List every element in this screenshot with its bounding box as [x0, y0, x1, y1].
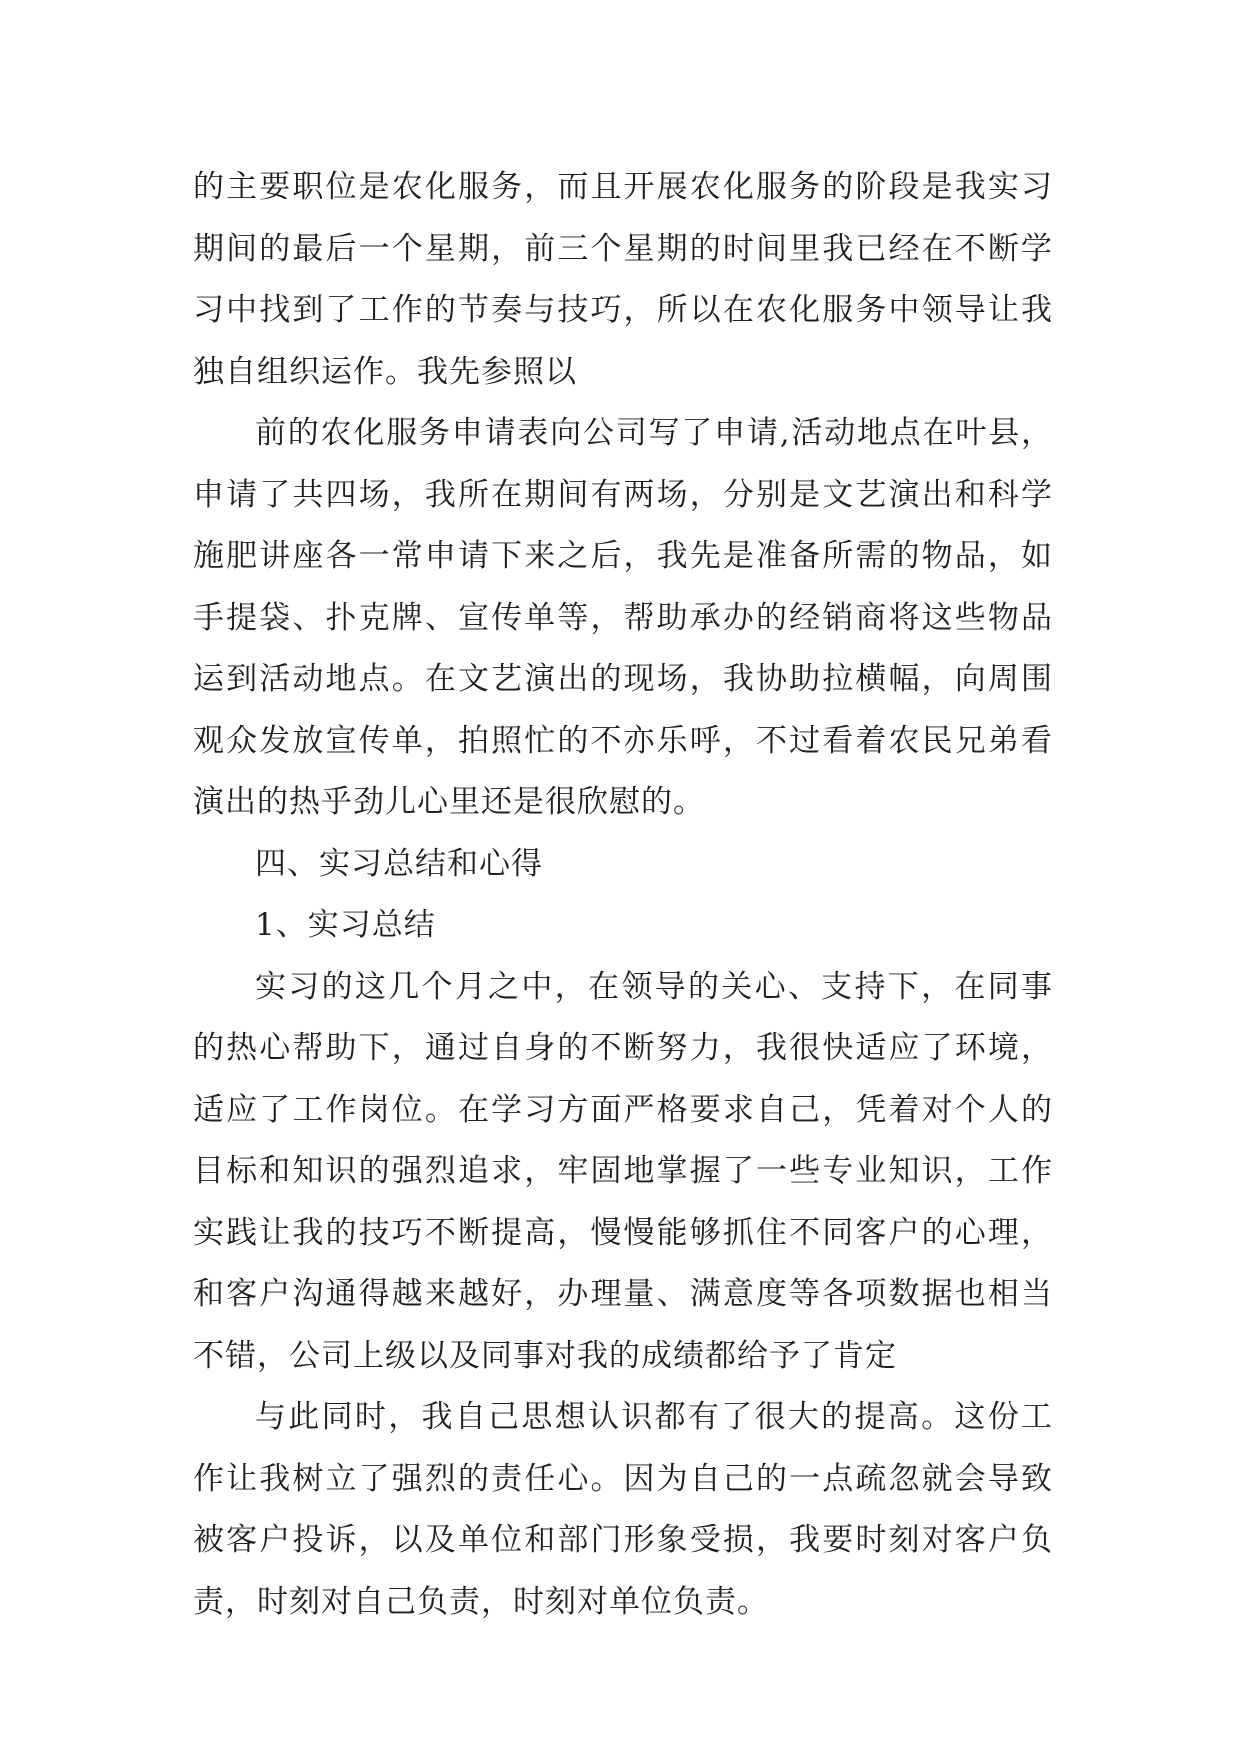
text-line: 习中找到了工作的节奏与技巧，所以在农化服务中领导让我 — [193, 292, 1053, 328]
paragraph-3 — [193, 957, 1053, 1388]
text-line: 责，时刻对自己负责，时刻对单位负责。 — [193, 1583, 769, 1620]
paragraph-1 — [193, 157, 1053, 403]
paragraph-2 — [193, 403, 1053, 834]
text-line: 施肥讲座各一常申请下来之后，我先是准备所需的物品，如 — [193, 538, 1053, 574]
text-line: 的主要职位是农化服务，而且开展农化服务的阶段是我实习 — [193, 169, 1053, 205]
text-line: 被客户投诉，以及单位和部门形象受损，我要时刻对客户负 — [193, 1522, 1053, 1558]
text-line: 申请了共四场，我所在期间有两场，分别是文艺演出和科学 — [193, 476, 1053, 513]
paragraph-4 — [193, 1387, 1053, 1633]
text-line: 作让我树立了强烈的责任心。因为自己的一点疏忽就会导致 — [193, 1460, 1053, 1497]
subsection-heading — [193, 895, 1053, 957]
text-line: 前的农化服务申请表向公司写了申请,活动地点在叶县， — [255, 415, 1053, 451]
text-line: 独自组织运作。我先参照以 — [193, 353, 577, 390]
text-line: 观众发放宣传单，拍照忙的不亦乐呼，不过看着农民兄弟看 — [193, 722, 1053, 759]
text-line: 1、实习总结 — [255, 907, 436, 943]
text-line: 运到活动地点。在文艺演出的现场，我协助拉横幅，向周围 — [193, 661, 1053, 697]
section-heading — [193, 834, 1053, 896]
text-line: 期间的最后一个星期，前三个星期的时间里我已经在不断学 — [193, 230, 1053, 267]
text-line: 四、实习总结和心得 — [255, 845, 543, 882]
text-line: 与此同时，我自己思想认识都有了很大的提高。这份工 — [255, 1399, 1053, 1435]
text-line: 适应了工作岗位。在学习方面严格要求自己，凭着对个人的 — [193, 1091, 1053, 1128]
text-line: 不错，公司上级以及同事对我的成绩都给予了肯定 — [193, 1337, 897, 1374]
text-line: 实践让我的技巧不断提高，慢慢能够抓住不同客户的心理， — [193, 1214, 1053, 1251]
text-line: 和客户沟通得越来越好，办理量、满意度等各项数据也相当 — [193, 1276, 1053, 1312]
text-line: 实习的这几个月之中，在领导的关心、支持下，在同事 — [255, 968, 1053, 1005]
text-line: 演出的热乎劲儿心里还是很欣慰的。 — [193, 784, 705, 820]
text-line: 手提袋、扑克牌、宣传单等，帮助承办的经销商将这些物品 — [193, 599, 1053, 636]
text-line: 的热心帮助下，通过自身的不断努力，我很快适应了环境， — [193, 1030, 1053, 1066]
document-body — [193, 157, 1053, 1633]
text-line: 目标和知识的强烈追求，牢固地掌握了一些专业知识，工作 — [193, 1153, 1053, 1189]
